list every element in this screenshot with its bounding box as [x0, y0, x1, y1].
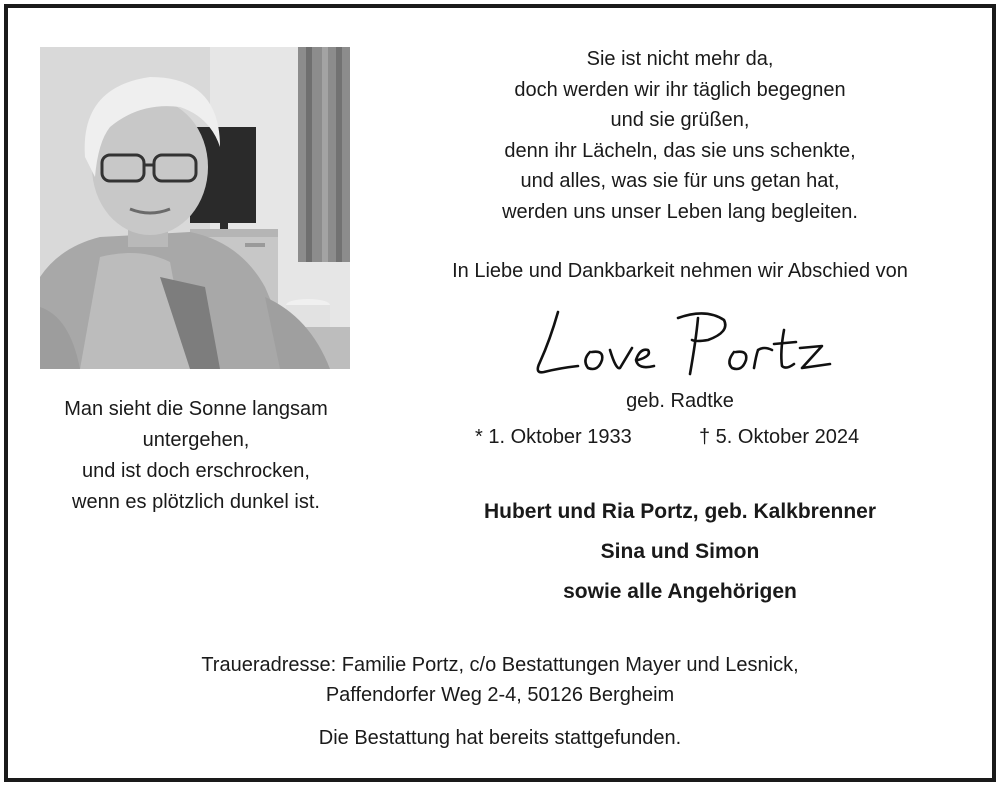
left-quote-line: untergehen, [142, 429, 250, 451]
left-quote [22, 394, 370, 518]
left-quote-line: Man sieht die Sonne langsam [64, 398, 328, 420]
mourner-line: Hubert und Ria Portz, geb. Kalkbrenner [483, 500, 877, 523]
mourners [380, 492, 980, 612]
funeral-note: Die Bestattung hat bereits stattgefunden. [318, 727, 682, 749]
address-line: Traueradresse: Familie Portz, c/o Bestattungen Mayer und Lesnick, [201, 654, 799, 676]
maiden-name: geb. Radtke [626, 390, 734, 412]
poem-line: denn ihr Lächeln, das sie uns schenkte, [504, 139, 856, 162]
left-quote-line: wenn es plötzlich dunkel ist. [72, 491, 320, 513]
birth-date: * 1. Oktober 1933 [475, 426, 632, 448]
death-date: † 5. Oktober 2024 [699, 426, 860, 448]
poem-line: doch werden wir ihr täglich begegnen [514, 78, 846, 101]
mourner-line: sowie alle Angehörigen [563, 580, 797, 603]
poem-line: werden uns unser Leben lang begleiten. [502, 200, 858, 223]
mourning-address [100, 650, 900, 710]
poem [380, 44, 980, 227]
handwritten-name-signature [520, 300, 850, 382]
portrait-photo [40, 47, 350, 369]
poem-line: Sie ist nicht mehr da, [586, 48, 774, 70]
farewell-intro: In Liebe und Dankbarkeit nehmen wir Abschied von [452, 260, 908, 282]
poem-line: und sie grüßen, [610, 109, 750, 131]
poem-line: und alles, was sie für uns getan hat, [520, 170, 840, 192]
mourner-line: Sina und Simon [600, 540, 760, 563]
left-quote-line: und ist doch erschrocken, [82, 460, 310, 482]
address-line: Paffendorfer Weg 2-4, 50126 Bergheim [325, 684, 675, 706]
